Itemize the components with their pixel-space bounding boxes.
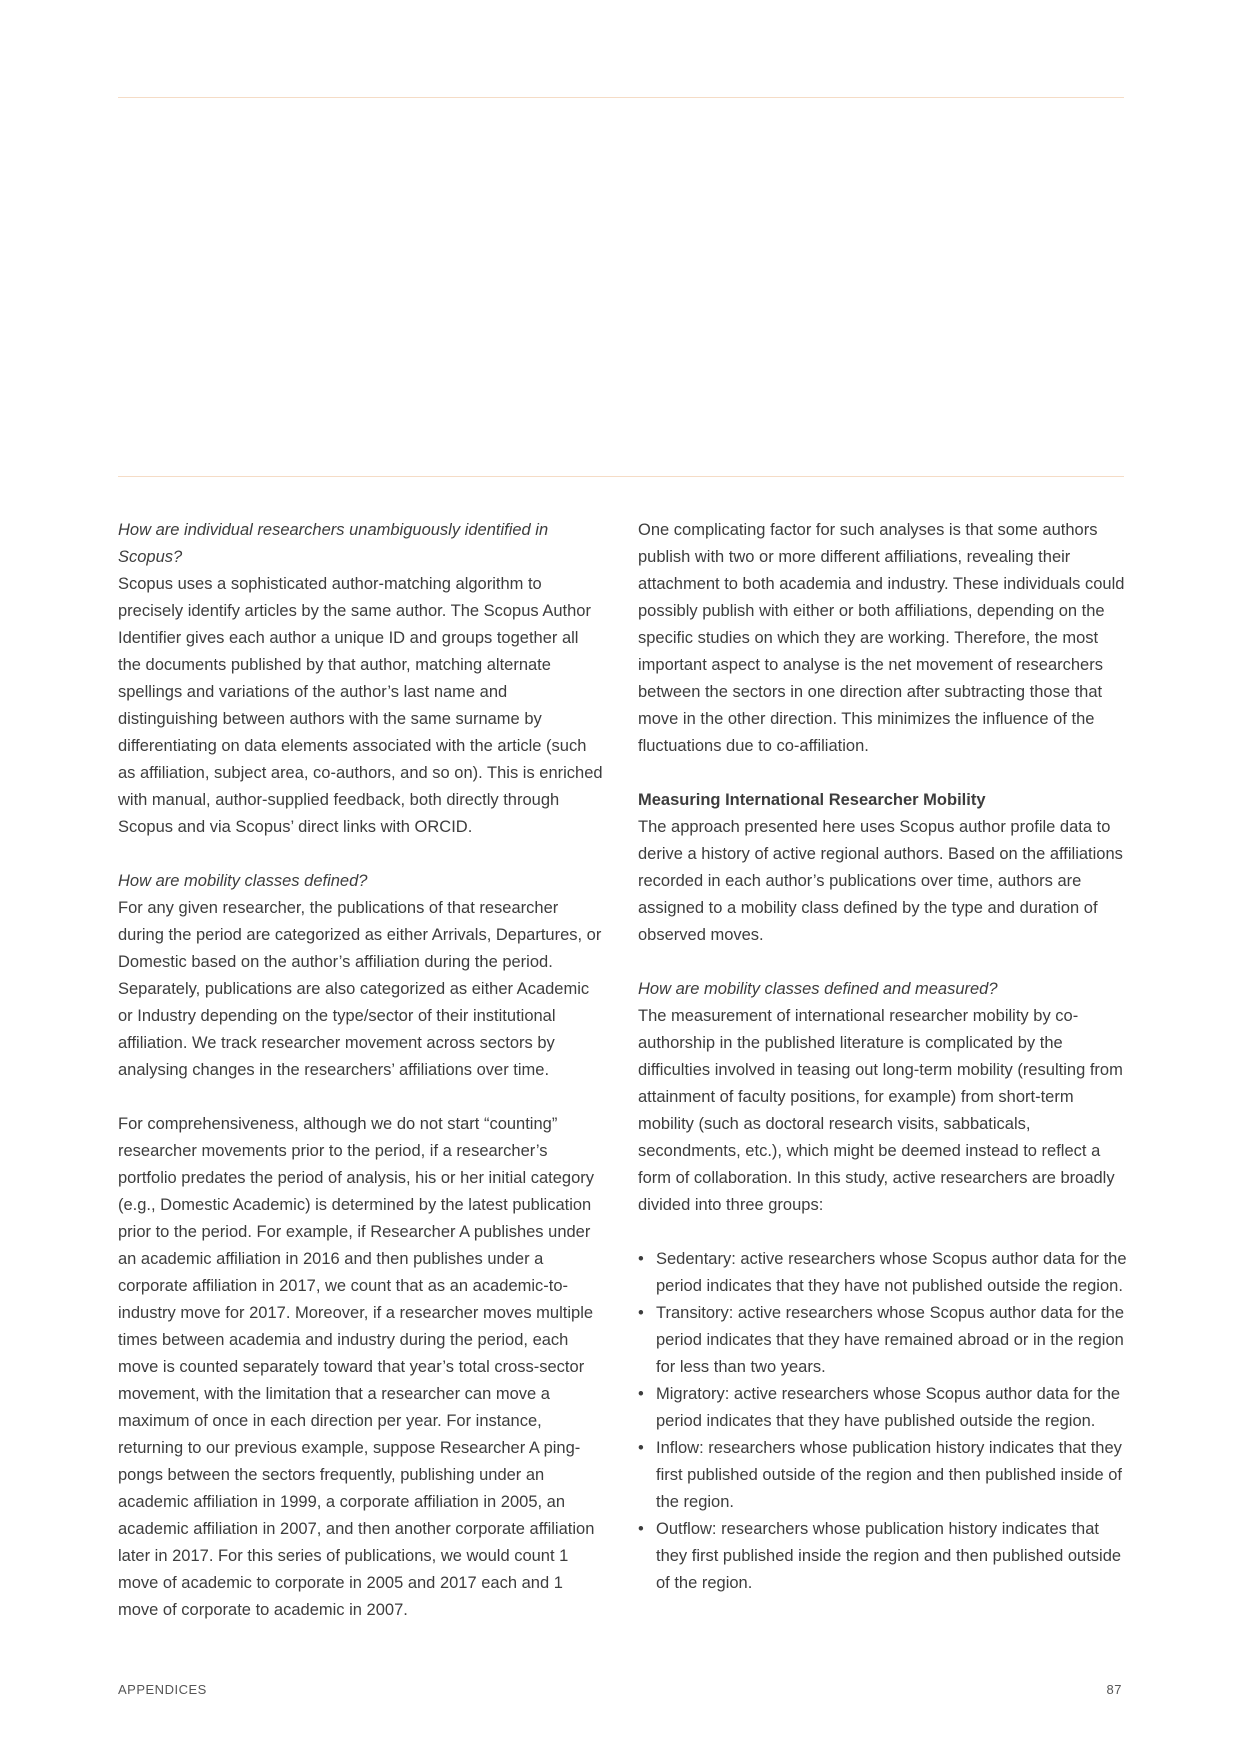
question-classes-measured: How are mobility classes defined and measured? xyxy=(638,980,998,998)
list-item: • Transitory: active researchers whose Scopus author data for the period indicates that they have remained abroad or in the region for less than two years. xyxy=(638,1300,1128,1381)
left-column xyxy=(118,517,603,1624)
section-divider xyxy=(118,476,1124,477)
body-co-affiliation: One complicating factor for such analyses is that some authors publish with two or more different affiliations, revealing their attachment to both academia and industry. These individuals could possibly publish with either or both affiliations, depending on the specific studies on which they are working. Therefore, the most important aspect to analyse is the net movement of researchers between the sectors in one direction after subtracting those that move in the other direction. This minimizes the influence of the fluctuations due to co-affiliation. xyxy=(638,521,1125,755)
question-identification: How are individual researchers unambiguously identified in Scopus? xyxy=(118,521,549,566)
top-divider xyxy=(118,97,1124,98)
body-comprehensiveness: For comprehensiveness, although we do not start “counting” researcher movements prior to the period, if a researcher’s portfolio predates the period of analysis, his or her initial category (e.g., Domestic Academic) is determined by the latest publication prior to the period. For example, if Researcher A publishes under an academic affiliation in 2016 and then publishes under a corporate affiliation in 2017, we count that as an academic-to-industry move for 2017. Moreover, if a researcher moves multiple times between academia and industry during the period, each move is counted separately toward that year’s total cross-sector movement, with the limitation that a researcher can move a maximum of once in each direction per year. For instance, returning to our previous example, suppose Researcher A ping-pongs between the sectors frequently, publishing under an academic affiliation in 1999, a corporate affiliation in 2005, an academic affiliation in 2007, and then another corporate affiliation later in 2017. For this series of publications, we would count 1 move of academic to corporate in 2005 and 2017 each and 1 move of corporate to academic in 2007. xyxy=(118,1115,595,1619)
list-item: • Outflow: researchers whose publication history indicates that they first published inside the region and then published outside of the region. xyxy=(638,1516,1128,1597)
mobility-groups-list xyxy=(638,1246,1128,1597)
paragraph-measuring-mobility xyxy=(638,787,1128,949)
paragraph-comprehensiveness xyxy=(118,1111,603,1624)
page-number: 87 xyxy=(1106,1682,1122,1697)
body-identification: Scopus uses a sophisticated author-matching algorithm to precisely identify articles by the same author. The Scopus Author Identifier gives each author a unique ID and groups together all the documents published by that author, matching alternate spellings and variations of the author’s last name and distinguishing between authors with the same surname by differentiating on data elements associated with the article (such as affiliation, subject area, co-authors, and so on). This is enriched with manual, author-supplied feedback, both directly through Scopus and via Scopus’ direct links with ORCID. xyxy=(118,575,603,836)
paragraph-mobility-classes xyxy=(118,868,603,1084)
footer-section-label: APPENDICES xyxy=(118,1682,207,1697)
paragraph-identification xyxy=(118,517,603,841)
body-measuring-mobility: The approach presented here uses Scopus author profile data to derive a history of active regional authors. Based on the affiliations recorded in each author’s publications over time, authors are assigned to a mobility class defined by the type and duration of observed moves. xyxy=(638,818,1123,944)
paragraph-co-affiliation xyxy=(638,517,1128,760)
right-column xyxy=(638,517,1128,1597)
list-item: • Inflow: researchers whose publication history indicates that they first published outside of the region and then published inside of the region. xyxy=(638,1435,1128,1516)
paragraph-classes-measured xyxy=(638,976,1128,1219)
question-mobility-classes: How are mobility classes defined? xyxy=(118,872,368,890)
body-mobility-classes: For any given researcher, the publications of that researcher during the period are categorized as either Arrivals, Departures, or Domestic based on the author’s affiliation during the period. Separately, publications are also categorized as either Academic or Industry depending on the type/sector of their institutional affiliation. We track researcher movement across sectors by analysing changes in the researchers’ affiliations over time. xyxy=(118,899,602,1079)
heading-measuring-mobility: Measuring International Researcher Mobility xyxy=(638,791,986,809)
list-item: • Sedentary: active researchers whose Scopus author data for the period indicates that they have not published outside the region. xyxy=(638,1246,1128,1300)
body-classes-measured: The measurement of international researcher mobility by co-authorship in the published literature is complicated by the difficulties involved in teasing out long-term mobility (resulting from attainment of faculty positions, for example) from short-term mobility (such as doctoral research visits, sabbaticals, secondments, etc.), which might be deemed instead to reflect a form of collaboration. In this study, active researchers are broadly divided into three groups: xyxy=(638,1007,1123,1214)
list-item: • Migratory: active researchers whose Scopus author data for the period indicates that they have published outside the region. xyxy=(638,1381,1128,1435)
